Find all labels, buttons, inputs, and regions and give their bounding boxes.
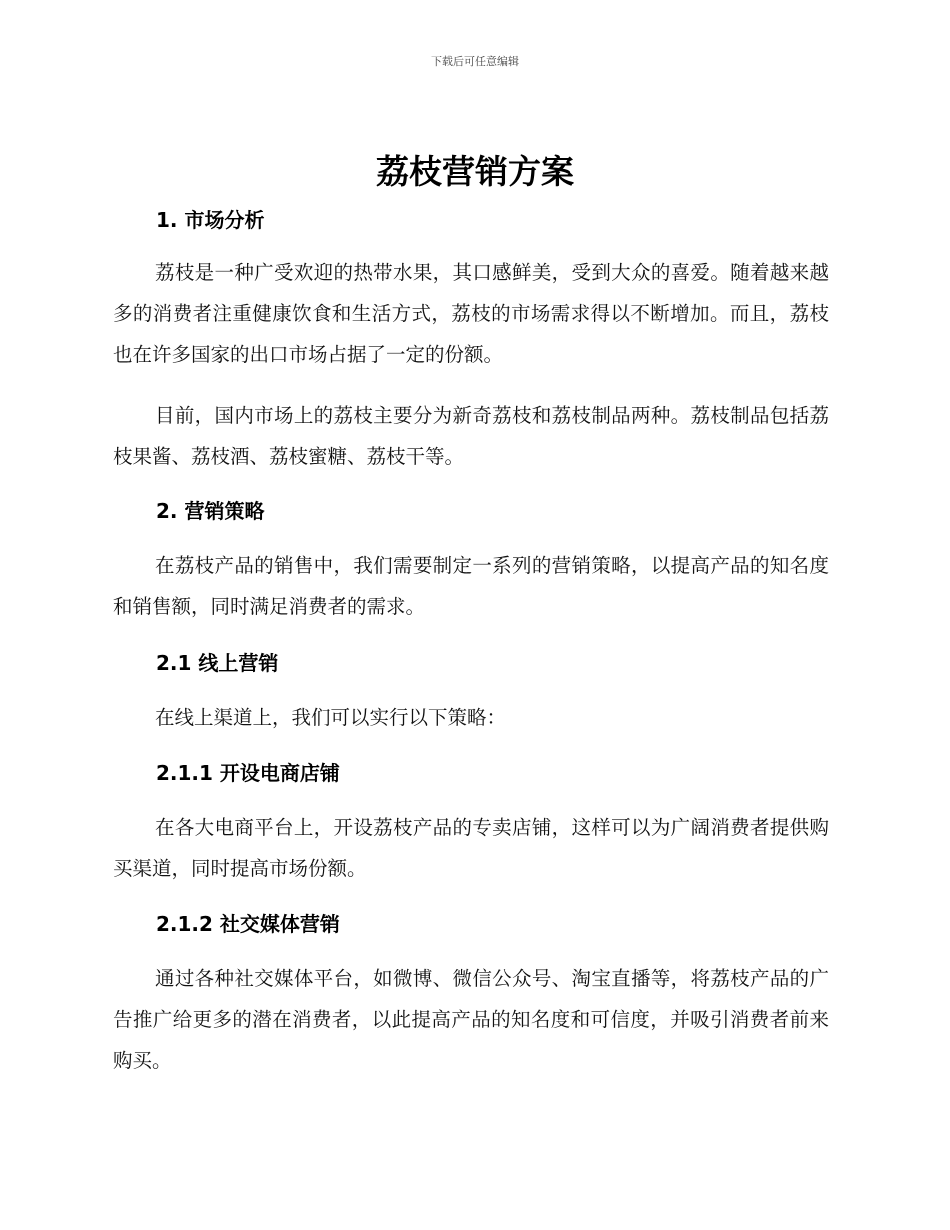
paragraph-strategy-intro: 在荔枝产品的销售中，我们需要制定一系列的营销策略，以提高产品的知名度和销售额，同时满足消费者的需求。 <box>113 554 829 618</box>
paragraph-social-media: 通过各种社交媒体平台，如微博、微信公众号、淘宝直播等，将荔枝产品的广告推广给更多的潜在消费者，以此提高产品的知名度和可信度，并吸引消费者前来购买。 <box>113 967 829 1072</box>
section-heading-social-media: 2.1.2 社交媒体营销 <box>156 912 340 936</box>
section-heading-marketing-strategy: 2. 营销策略 <box>156 499 265 523</box>
paragraph-market-overview: 荔枝是一种广受欢迎的热带水果，其口感鲜美，受到大众的喜爱。随着越来越多的消费者注重健康饮食和生活方式，荔枝的市场需求得以不断增加。而且，荔枝也在许多国家的出口市场占据了一定的份额。 <box>113 261 829 366</box>
document-title: 荔枝营销方案 <box>376 152 574 191</box>
paragraph-ecommerce-store: 在各大电商平台上，开设荔枝产品的专卖店铺，这样可以为广阔消费者提供购买渠道，同时提高市场份额。 <box>113 816 829 880</box>
paragraph-online-intro: 在线上渠道上，我们可以实行以下策略： <box>155 706 507 729</box>
paragraph-market-products: 目前，国内市场上的荔枝主要分为新奇荔枝和荔枝制品两种。荔枝制品包括荔枝果酱、荔枝酒、荔枝蜜糖、荔枝干等。 <box>113 404 829 468</box>
section-heading-online-marketing: 2.1 线上营销 <box>156 651 279 675</box>
page-header-note: 下载后可任意编辑 <box>431 55 519 68</box>
section-heading-market-analysis: 1. 市场分析 <box>156 208 265 232</box>
section-heading-ecommerce-store: 2.1.1 开设电商店铺 <box>156 761 340 785</box>
